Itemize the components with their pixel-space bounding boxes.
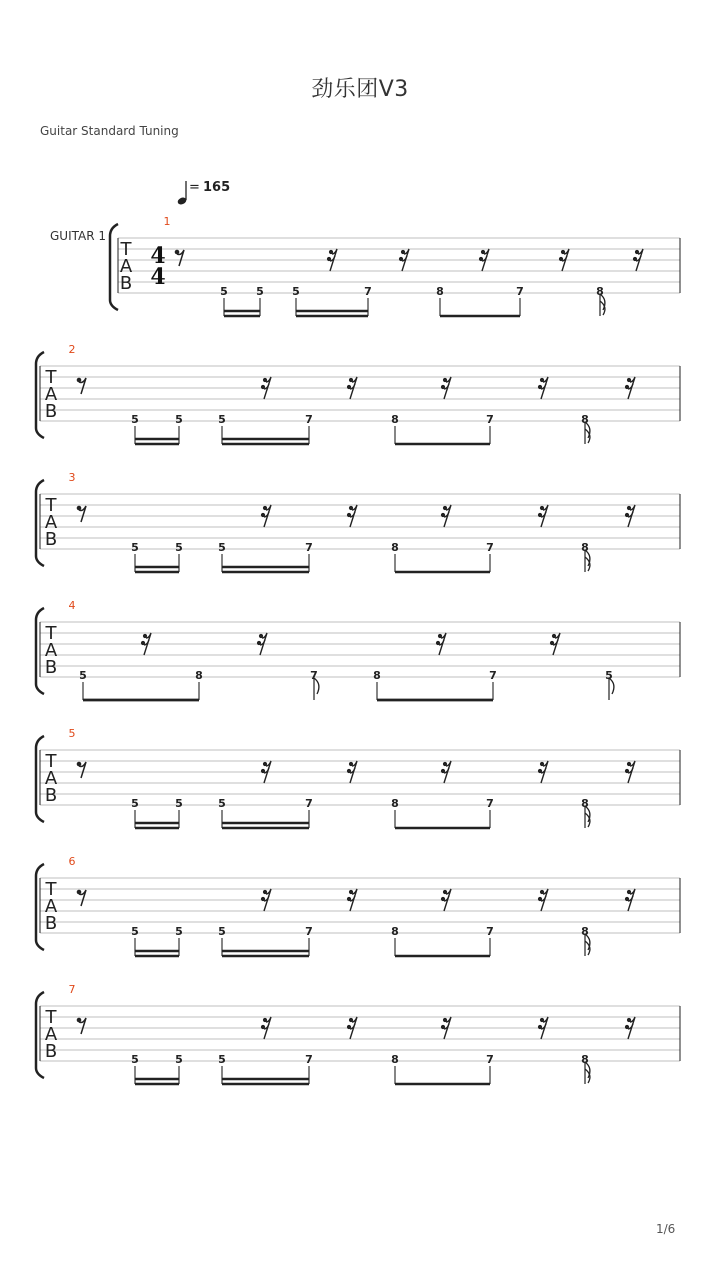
page-number: 1/6 xyxy=(656,1222,676,1236)
fret-number: 5 xyxy=(175,797,183,810)
fret-number: 5 xyxy=(131,1053,139,1066)
fret-number: 7 xyxy=(486,1053,494,1066)
note-flag-2 xyxy=(585,941,590,955)
fret-number: 5 xyxy=(256,285,264,298)
measure-number: 7 xyxy=(68,983,76,996)
time-signature-bottom: 4 xyxy=(150,264,166,290)
fret-number: 8 xyxy=(581,925,589,938)
measure-number: 4 xyxy=(68,599,76,612)
fret-number: 5 xyxy=(131,925,139,938)
fret-number: 7 xyxy=(486,925,494,938)
tab-clef-letter: B xyxy=(44,401,58,422)
tab-clef-letter: T xyxy=(45,623,57,644)
eighth-rest-icon xyxy=(77,378,82,383)
note-flag-2 xyxy=(585,813,590,827)
fret-number: 7 xyxy=(489,669,497,682)
fret-number: 7 xyxy=(305,541,313,554)
fret-number: 7 xyxy=(305,925,313,938)
staff-system-3 xyxy=(36,471,680,572)
tab-clef-letter: B xyxy=(44,785,58,806)
fret-number: 5 xyxy=(218,1053,226,1066)
tab-clef-letter: B xyxy=(44,913,58,934)
staff-system-6 xyxy=(36,855,680,956)
tab-clef-letter: B xyxy=(119,273,133,294)
fret-number: 7 xyxy=(364,285,372,298)
measure-number: 3 xyxy=(68,471,76,484)
tempo-prefix: = xyxy=(189,180,205,195)
fret-number: 8 xyxy=(581,413,589,426)
fret-number: 8 xyxy=(373,669,381,682)
fret-number: 5 xyxy=(220,285,228,298)
fret-number: 5 xyxy=(131,797,139,810)
measure-number: 6 xyxy=(68,855,76,868)
fret-number: 8 xyxy=(436,285,444,298)
system-bracket xyxy=(110,224,118,310)
fret-number: 7 xyxy=(486,541,494,554)
tab-clef-letter: T xyxy=(45,367,57,388)
fret-number: 8 xyxy=(391,413,399,426)
fret-number: 7 xyxy=(486,797,494,810)
tab-clef-letter: A xyxy=(119,256,133,277)
fret-number: 8 xyxy=(391,797,399,810)
tempo-value: 165 xyxy=(203,180,231,195)
tab-clef-letter: A xyxy=(44,1024,58,1045)
fret-number: 7 xyxy=(310,669,318,682)
tab-clef-letter: A xyxy=(44,896,58,917)
tuning-label: Guitar Standard Tuning xyxy=(40,124,179,138)
note-flag-2 xyxy=(585,1069,590,1083)
measure-number: 1 xyxy=(163,215,171,228)
fret-number: 5 xyxy=(131,541,139,554)
measure-number: 5 xyxy=(68,727,76,740)
note-flag-2 xyxy=(585,429,590,443)
fret-number: 7 xyxy=(305,413,313,426)
fret-number: 8 xyxy=(391,541,399,554)
eighth-rest-icon xyxy=(77,762,82,767)
staff-system-1 xyxy=(110,215,680,316)
tab-clef-letter: A xyxy=(44,640,58,661)
tab-clef-letter: B xyxy=(44,1041,58,1062)
tab-clef-letter: T xyxy=(45,1007,57,1028)
eighth-rest-icon xyxy=(77,506,82,511)
fret-number: 5 xyxy=(218,925,226,938)
fret-number: 5 xyxy=(175,413,183,426)
fret-number: 5 xyxy=(175,925,183,938)
fret-number: 8 xyxy=(581,797,589,810)
score-title: 劲乐团V3 xyxy=(311,77,409,102)
eighth-rest-icon xyxy=(77,1018,82,1023)
fret-number: 5 xyxy=(218,541,226,554)
fret-number: 5 xyxy=(218,413,226,426)
tab-clef-letter: T xyxy=(45,495,57,516)
fret-number: 5 xyxy=(131,413,139,426)
note-flag-2 xyxy=(585,557,590,571)
eighth-rest-icon xyxy=(77,890,82,895)
fret-number: 5 xyxy=(218,797,226,810)
fret-number: 5 xyxy=(175,541,183,554)
fret-number: 7 xyxy=(305,797,313,810)
fret-number: 7 xyxy=(305,1053,313,1066)
measure-number: 2 xyxy=(68,343,76,356)
fret-number: 8 xyxy=(581,541,589,554)
tab-clef-letter: A xyxy=(44,512,58,533)
track-name: GUITAR 1 xyxy=(50,229,107,243)
fret-number: 7 xyxy=(486,413,494,426)
tab-clef-letter: B xyxy=(44,529,58,550)
staff-system-4 xyxy=(36,599,680,700)
tab-clef-letter: A xyxy=(44,768,58,789)
staff-system-2 xyxy=(36,343,680,444)
fret-number: 8 xyxy=(596,285,604,298)
staff-system-5 xyxy=(36,727,680,828)
time-signature-top: 4 xyxy=(150,243,166,269)
tab-clef-letter: T xyxy=(120,239,132,260)
fret-number: 8 xyxy=(581,1053,589,1066)
fret-number: 5 xyxy=(79,669,87,682)
fret-number: 8 xyxy=(391,925,399,938)
fret-number: 5 xyxy=(605,669,613,682)
staff-system-7 xyxy=(36,983,680,1084)
fret-number: 7 xyxy=(516,285,524,298)
fret-number: 5 xyxy=(175,1053,183,1066)
note-flag-2 xyxy=(600,301,605,315)
tab-clef-letter: T xyxy=(45,879,57,900)
fret-number: 8 xyxy=(195,669,203,682)
fret-number: 8 xyxy=(391,1053,399,1066)
tab-clef-letter: B xyxy=(44,657,58,678)
tab-clef-letter: T xyxy=(45,751,57,772)
eighth-rest-icon xyxy=(175,250,180,255)
fret-number: 5 xyxy=(292,285,300,298)
tab-clef-letter: A xyxy=(44,384,58,405)
